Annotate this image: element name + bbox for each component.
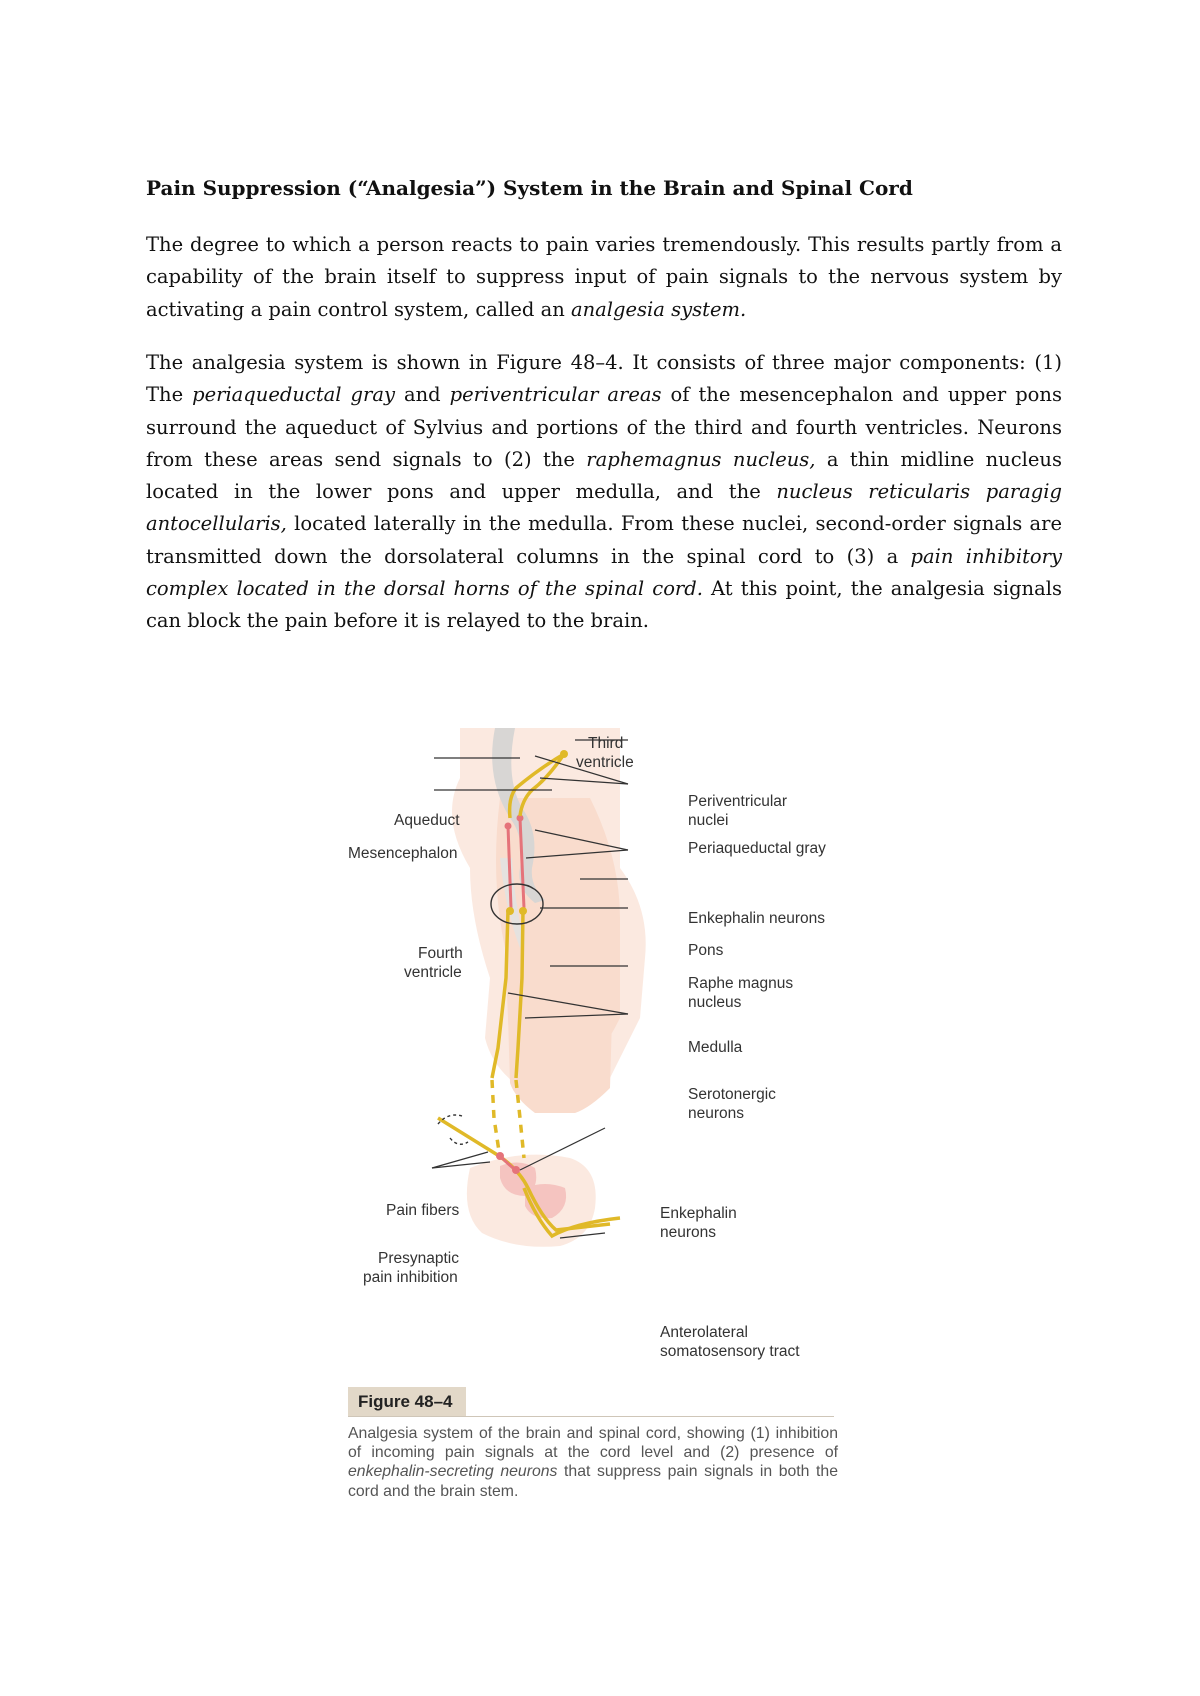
- enkephalin-soma-1: [505, 823, 512, 830]
- label-enkephalin-neurons: Enkephalin neurons: [688, 910, 826, 927]
- paragraph-1-text: The degree to which a person reacts to pain varies tremendously. This results partly from a capability of the brain itself to suppress input of pain signals to the nervous system by activating a pain control system, called an: [146, 233, 1062, 321]
- label-periventricular-2: nuclei: [688, 812, 729, 829]
- p2-term-4: nucleus reticularis paragig antocellularis,: [146, 480, 1062, 536]
- label-third-ventricle-2b: ventricle: [576, 754, 634, 771]
- label-fourth-ventricle-1: Fourth: [418, 945, 463, 962]
- p2-text-3: of the mesencephalon and upper pons surround the aqueduct of Sylvius and portions of the third and fourth ventricles. Neurons from these areas send signals to (2) the: [146, 383, 1062, 471]
- label-serotonergic-2: neurons: [688, 1105, 745, 1122]
- label-periventricular-1: Periventricular: [688, 793, 788, 810]
- label-third-ventricle-1b: Third: [588, 735, 624, 752]
- label-enkephalin-cord-1: Enkephalin: [660, 1205, 737, 1222]
- label-medulla: Medulla: [688, 1039, 743, 1056]
- p2-text-5: located laterally in the medulla. From these nuclei, second-order signals are transmitted down the dorsolateral columns in the spinal cord to (3) a: [146, 512, 1062, 568]
- raphe-soma-1: [506, 907, 514, 915]
- p2-text-4: a thin midline nucleus located in the lower pons and upper medulla, and the: [146, 447, 1062, 504]
- medulla-tissue: [508, 1018, 612, 1113]
- p2-text-6: At this point, the analgesia signals can block the pain before it is relayed to the brain.: [146, 577, 1062, 633]
- section-heading: Pain Suppression (“Analgesia”) System in the Brain and Spinal Cord: [146, 176, 913, 200]
- label-periaqueductal: Periaqueductal gray: [688, 840, 826, 857]
- enkephalin-cord-soma-1: [496, 1152, 504, 1160]
- p2-term-5: pain inhibitory complex located in the dorsal horns of the spinal cord.: [146, 544, 1062, 601]
- label-aqueduct: Aqueduct: [394, 812, 460, 829]
- paragraph-2: [146, 347, 1062, 638]
- label-anterolateral-1: Anterolateral: [660, 1324, 748, 1341]
- figure-rule: [348, 1416, 834, 1417]
- label-presynaptic-1: Presynaptic: [378, 1250, 459, 1267]
- paragraph-1-term: analgesia system.: [570, 297, 747, 321]
- pain-inhibition-bracket: [438, 1115, 468, 1144]
- serotonergic-dashed-left: [492, 1080, 500, 1158]
- label-anterolateral-2: somatosensory tract: [660, 1343, 800, 1360]
- label-raphe-2: nucleus: [688, 994, 742, 1011]
- label-presynaptic-2: pain inhibition: [363, 1269, 458, 1286]
- label-mesencephalon: Mesencephalon: [348, 845, 458, 862]
- enkephalin-cord-soma-2: [512, 1166, 520, 1174]
- label-serotonergic-1: Serotonergic: [688, 1086, 776, 1103]
- p2-term-3: raphemagnus nucleus,: [586, 447, 816, 471]
- caption-text-2: that suppress pain signals in both the cord and the brain stem.: [348, 1463, 839, 1500]
- figure-number: Figure 48–4: [348, 1387, 466, 1417]
- label-enkephalin-cord-2: neurons: [660, 1224, 717, 1241]
- label-fourth-ventricle-2: ventricle: [404, 964, 462, 981]
- figure-caption: [348, 1424, 838, 1501]
- label-pons: Pons: [688, 942, 724, 959]
- label-pain-fibers: Pain fibers: [386, 1202, 460, 1219]
- paragraph-1: [146, 229, 1062, 326]
- label-raphe-1: Raphe magnus: [688, 975, 794, 992]
- p2-text-2: and: [394, 383, 450, 407]
- periventricular-soma: [560, 750, 568, 758]
- caption-term: enkephalin-secreting neurons: [348, 1463, 558, 1481]
- p2-text-1: The analgesia system is shown in Figure 48–4. It consists of three major components: (1) The: [146, 351, 1062, 407]
- raphe-soma-2: [519, 907, 527, 915]
- p2-term-2: periventricular areas: [449, 383, 662, 407]
- p2-term-1: periaqueductal gray: [192, 383, 395, 407]
- caption-text-1: Analgesia system of the brain and spinal cord, showing (1) inhibition of incoming pain signals at the cord level and (2) presence of: [348, 1425, 838, 1462]
